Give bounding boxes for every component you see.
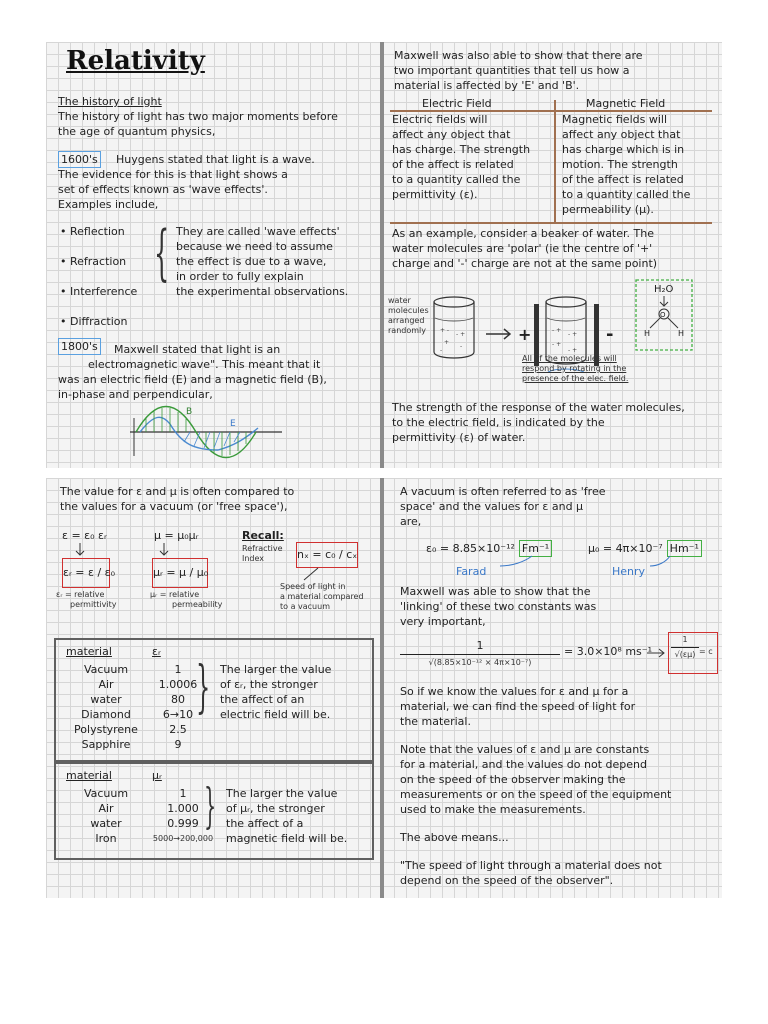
find-speed-text: So if we know the values for ε and μ for a material, we can find the speed of light for the material.	[400, 685, 636, 728]
response-strength-text: The strength of the response of the water molecules, to the electric field, is indicated by the permittivity (ε) of water.	[392, 401, 685, 444]
negative-plate-label: -	[606, 324, 614, 345]
permeability-equation: μ = μ₀μᵣ	[154, 529, 199, 542]
speed-result: = 3.0×10⁸ ms⁻¹	[564, 645, 652, 658]
huygens-text: Huygens stated that light is a wave. The evidence for this is that light shows a set of effects known as 'wave effects'. Examples include,	[58, 153, 315, 211]
svg-text:+ -: + -	[440, 327, 450, 334]
oxygen-label: O	[660, 311, 666, 319]
list-item: • Interference	[60, 285, 138, 298]
arrow-down-icon	[160, 543, 168, 555]
hydrogen-label: H	[678, 329, 685, 338]
svg-text:-: -	[460, 343, 463, 350]
arrow-down-icon	[660, 296, 668, 306]
permittivity-table-note: The larger the value of εᵣ, the stronger the affect of an electric field will be.	[220, 663, 332, 721]
relative-permittivity-box: εᵣ = ε / ε₀	[62, 558, 110, 588]
svg-text:- +: - +	[456, 331, 466, 338]
table-row: water 80	[90, 693, 185, 706]
table-row: Air 1.000	[98, 802, 199, 815]
down-arrows	[70, 542, 190, 558]
table-row: Diamond 6→10	[81, 708, 194, 721]
above-means-text: The above means...	[400, 831, 509, 844]
refractive-index-equation: nₓ = c₀ / cₓ	[296, 542, 358, 568]
henry-label: Henry	[612, 565, 646, 578]
year-badge-1800: 1800's	[58, 338, 101, 355]
linking-constants-text: Maxwell was able to show that the 'linking' of these two constants was very important,	[400, 585, 597, 628]
intro-text: The history of light has two major moments before the age of quantum physics,	[58, 110, 338, 138]
table-row: water 0.999	[90, 817, 199, 830]
electric-field-heading: Electric Field	[422, 97, 492, 110]
page-title: Relativity	[66, 46, 205, 76]
hydrogen-label: H	[644, 329, 651, 338]
curly-bracket: }	[196, 655, 211, 720]
table-header: εᵣ	[152, 645, 161, 658]
mu-zero-value: μ₀ = 4π×10⁻⁷ Hm⁻¹	[588, 540, 702, 557]
arrow-icon	[500, 556, 532, 566]
unit-arrows	[496, 554, 676, 570]
column-divider	[380, 42, 384, 468]
permeability-table-note: The larger the value of μᵣ, the stronger the affect of a magnetic field will be.	[226, 787, 348, 845]
recall-heading: Recall:	[242, 529, 284, 542]
relative-permittivity-definition: εᵣ = relative permittivity	[56, 590, 117, 609]
arrow-down-icon	[76, 543, 84, 555]
table-row: Vacuum 1	[83, 663, 182, 676]
key-quote: "The speed of light through a material does not depend on the speed of the observer".	[400, 859, 662, 887]
aligned-molecules-note: All of the molecules will respond by rotating in the presence of the elec. field.	[522, 354, 629, 383]
electric-field-text: Electric fields will affect any object that has charge. The strength of the affect is related to a quantity called the permittivity (ε).	[392, 113, 531, 201]
table-header: μᵣ	[152, 769, 162, 782]
table-body	[64, 662, 214, 752]
e-field-label: E	[230, 419, 236, 429]
notes-sheet-bottom	[46, 478, 722, 898]
svg-text:- +: - +	[552, 341, 562, 348]
h2o-label: H₂O	[654, 284, 674, 295]
arrow-icon	[650, 556, 670, 566]
speed-calculation: 1 √(8.85×10⁻¹² × 4π×10⁻⁷)	[400, 638, 560, 670]
refractive-index-label: Refractive Index	[242, 544, 283, 563]
section-heading: The history of light	[58, 95, 162, 108]
table-rule	[390, 222, 712, 224]
list-item: • Diffraction	[60, 315, 128, 328]
wave-effects-note: They are called 'wave effects' because we need to assume the effect is due to a wave, in order to fully explain the experimental observations.	[176, 225, 349, 298]
wave-effects-list	[60, 224, 137, 344]
epsilon-zero-value: ε₀ = 8.85×10⁻¹² Fm⁻¹	[426, 540, 552, 557]
table-body	[64, 786, 224, 846]
year-badge-1600: 1600's	[58, 151, 101, 168]
svg-text:-: -	[440, 347, 443, 354]
speed-of-light-note: Speed of light in a material compared to a vacuum	[280, 582, 364, 611]
positive-plate-label: +	[518, 325, 532, 344]
magnetic-field-text: Magnetic fields will affect any object that has charge which is in motion. The strength of the affect is related to a quantity called the permeability (μ).	[562, 113, 691, 216]
column-divider	[380, 478, 384, 898]
table-row: Vacuum 1	[83, 787, 187, 800]
water-example-text: As an example, consider a beaker of water. The water molecules are 'polar' (ie the centre of '+' charge and '-' charge are not at the same point)	[392, 227, 658, 270]
magnetic-field-heading: Magnetic Field	[586, 97, 666, 110]
notes-sheet-top	[46, 42, 722, 468]
svg-text:- +: - +	[568, 331, 578, 338]
speed-of-light-formula-box	[668, 632, 718, 674]
free-space-intro: A vacuum is often referred to as 'free space' and the values for ε and μ are,	[400, 485, 606, 528]
svg-text:+: +	[444, 339, 450, 346]
table-header: material	[66, 769, 112, 782]
table-row: Iron 5000→200,000	[95, 832, 214, 845]
speed-equals-c: = c	[699, 647, 713, 656]
vacuum-comparison-intro: The value for ε and μ is often compared to the values for a vacuum (or 'free space'),	[60, 485, 295, 513]
table-row: Polystyrene 2.5	[74, 723, 187, 736]
em-wave-diagram	[126, 400, 286, 464]
permeability-table	[54, 762, 374, 860]
arrow-right-icon	[646, 648, 666, 658]
speed-fraction: 1 √(εμ)	[671, 635, 699, 660]
beaker-random	[434, 297, 474, 358]
farad-label: Farad	[456, 565, 487, 578]
arrow-right-icon	[486, 329, 510, 339]
list-item: • Refraction	[60, 255, 127, 268]
curly-bracket: }	[204, 778, 217, 834]
b-field-label: B	[186, 407, 193, 417]
permittivity-equation: ε = ε₀ εᵣ	[62, 529, 107, 542]
constants-note: Note that the values of ε and μ are constants for a material, and the values do not depend on the speed of the observer making the measurements or on the speed of the equipment used to make the measurements.	[400, 743, 672, 816]
permittivity-table	[54, 638, 374, 762]
curly-bracket: {	[154, 218, 170, 288]
svg-text:- +: - +	[552, 327, 562, 334]
relative-permeability-box: μᵣ = μ / μ₀	[152, 558, 208, 588]
table-divider	[554, 100, 556, 222]
henry-unit: Hm⁻¹	[667, 540, 702, 557]
svg-text:- +: - +	[568, 347, 578, 354]
relative-permeability-definition: μᵣ = relative permeability	[150, 590, 223, 609]
table-row: Sapphire 9	[81, 738, 182, 751]
list-item: • Reflection	[60, 225, 125, 238]
table-header: material	[66, 645, 112, 658]
water-molecules-label: water molecules arranged randomly	[388, 296, 429, 335]
table-row: Air 1.0006	[98, 678, 198, 691]
maxwell-text: Maxwell stated that light is an electromagnetic wave". This meant that it was an electric field (E) and a magnetic field (B), in-phase and perpendicular,	[58, 343, 327, 401]
farad-unit: Fm⁻¹	[519, 540, 552, 557]
maxwell-quantities-intro: Maxwell was also able to show that there are two important quantities that tell us how a material is affected by 'E' and 'B'.	[394, 49, 643, 92]
